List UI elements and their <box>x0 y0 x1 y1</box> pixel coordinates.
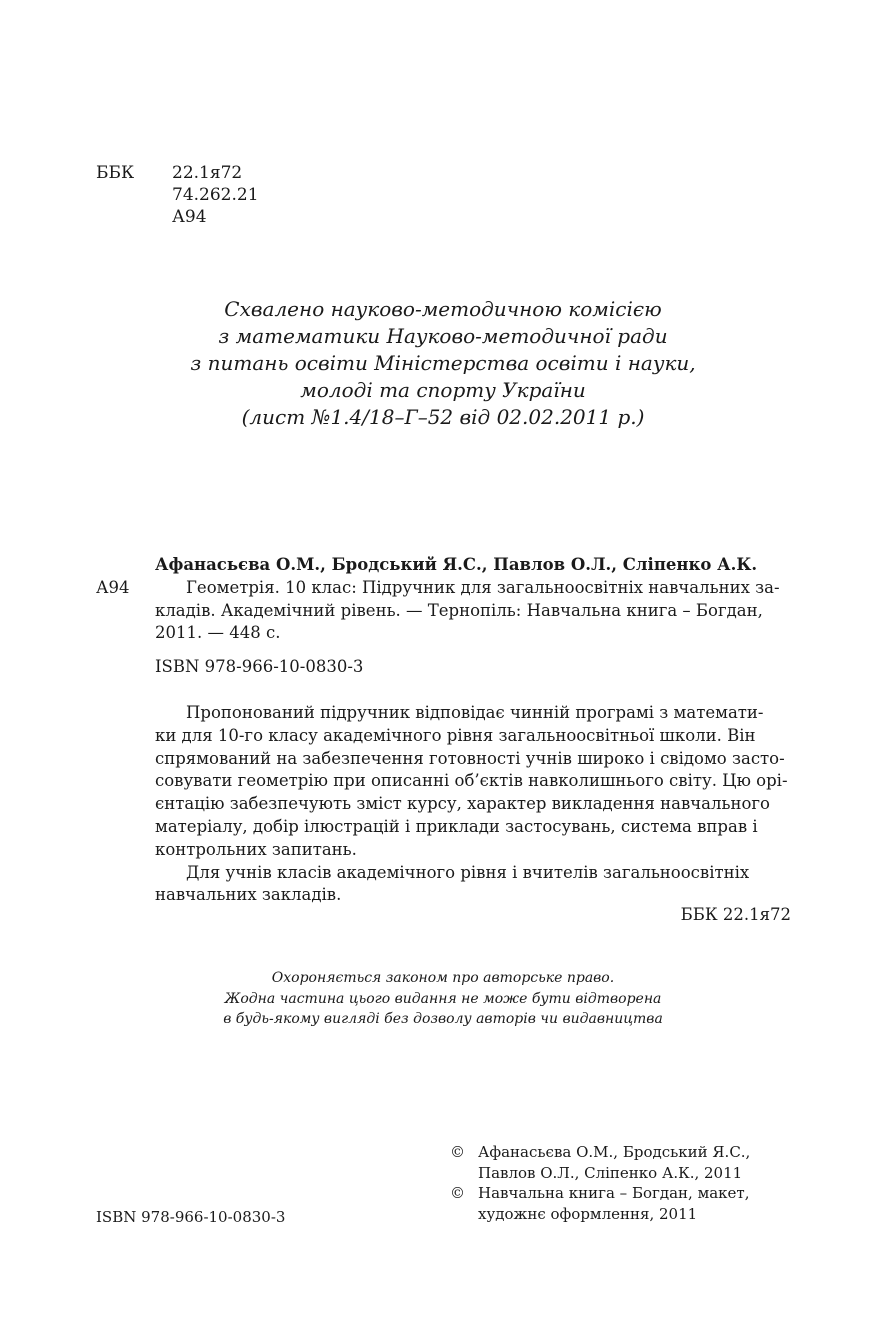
description-line: кладів. Академічний рівень. — Тернопіль: Навчальна книга – Богдан, <box>155 600 763 620</box>
copyright-notice <box>150 968 736 1030</box>
annotation-line: спрямований на забезпечення готовності учнів широко і свідомо засто- <box>155 748 785 768</box>
notice-line: в будь-якому вигляді без дозволу авторів чи видавництва <box>223 1011 663 1027</box>
approval-line: (лист №1.4/18–Г–52 від 02.02.2011 р.) <box>241 405 645 429</box>
approval-statement <box>100 296 786 431</box>
approval-line: Схвалено науково-методичною комісією <box>224 297 662 321</box>
copyright-holders <box>450 1142 750 1224</box>
bbk-code-2: 74.262.21 <box>172 185 259 205</box>
copyright-line: художнє оформлення, 2011 <box>478 1204 698 1223</box>
isbn-bottom: ISBN 978-966-10-0830-3 <box>96 1208 286 1226</box>
annotation-line: контрольних запитань. <box>155 839 357 859</box>
copyright-icon: © <box>450 1184 465 1202</box>
catalog-code: А94 <box>96 578 130 597</box>
annotation-line: совувати геометрію при описанні об’єктів навколишнього світу. Цю орі- <box>155 771 788 791</box>
approval-line: молоді та спорту України <box>300 378 586 402</box>
copyright-text <box>478 1142 750 1183</box>
notice-line: Жодна частина цього видання не може бути відтворена <box>224 990 662 1007</box>
annotation-line: ки для 10-го класу академічного рівня загальноосвітньої школи. Він <box>155 725 756 745</box>
copyright-text <box>478 1183 750 1224</box>
copyright-icon: © <box>450 1143 465 1161</box>
annotation-paragraph <box>155 702 791 907</box>
bbk-codes <box>172 162 259 228</box>
copyright-line: Афанасьєва О.М., Бродський Я.С., <box>478 1143 751 1161</box>
annotation-line: Пропонований підручник відповідає чинній програмі з математи- <box>186 703 764 722</box>
copyright-line: Навчальна книга – Богдан, макет, <box>478 1184 750 1202</box>
annotation-bbk: ББК 22.1я72 <box>680 905 791 924</box>
approval-line: з математики Науково-методичної ради <box>218 324 668 348</box>
bbk-label: ББК <box>96 163 135 183</box>
approval-line: з питань освіти Міністерства освіти і науки, <box>190 351 696 375</box>
catalog-isbn: ISBN 978-966-10-0830-3 <box>155 657 364 676</box>
notice-line: Охороняється законом про авторське право. <box>271 970 615 986</box>
annotation-line: єнтацію забезпечують зміст курсу, характер викладення навчального <box>155 794 770 814</box>
annotation-line: навчальних закладів. <box>155 885 342 905</box>
catalog-description <box>155 577 791 645</box>
bbk-code-3: А94 <box>172 207 207 227</box>
authors-line: Афанасьєва О.М., Бродський Я.С., Павлов О.Л., Сліпенко А.К. <box>155 555 758 574</box>
annotation-line: Для учнів класів академічного рівня і вчителів загальноосвітніх <box>186 862 750 882</box>
copyright-item <box>450 1142 750 1183</box>
description-text: Геометрія. 10 клас: Підручник для загальноосвітніх навчальних за- <box>186 578 780 597</box>
copyright-item <box>450 1183 750 1224</box>
description-line <box>155 577 791 600</box>
copyright-line: Павлов О.Л., Сліпенко А.К., 2011 <box>478 1163 743 1182</box>
bbk-code-1: 22.1я72 <box>172 163 243 183</box>
description-line: 2011. — 448 с. <box>155 623 281 642</box>
annotation-line: матеріалу, добір ілюстрацій і приклади застосувань, система вправ і <box>155 816 758 836</box>
